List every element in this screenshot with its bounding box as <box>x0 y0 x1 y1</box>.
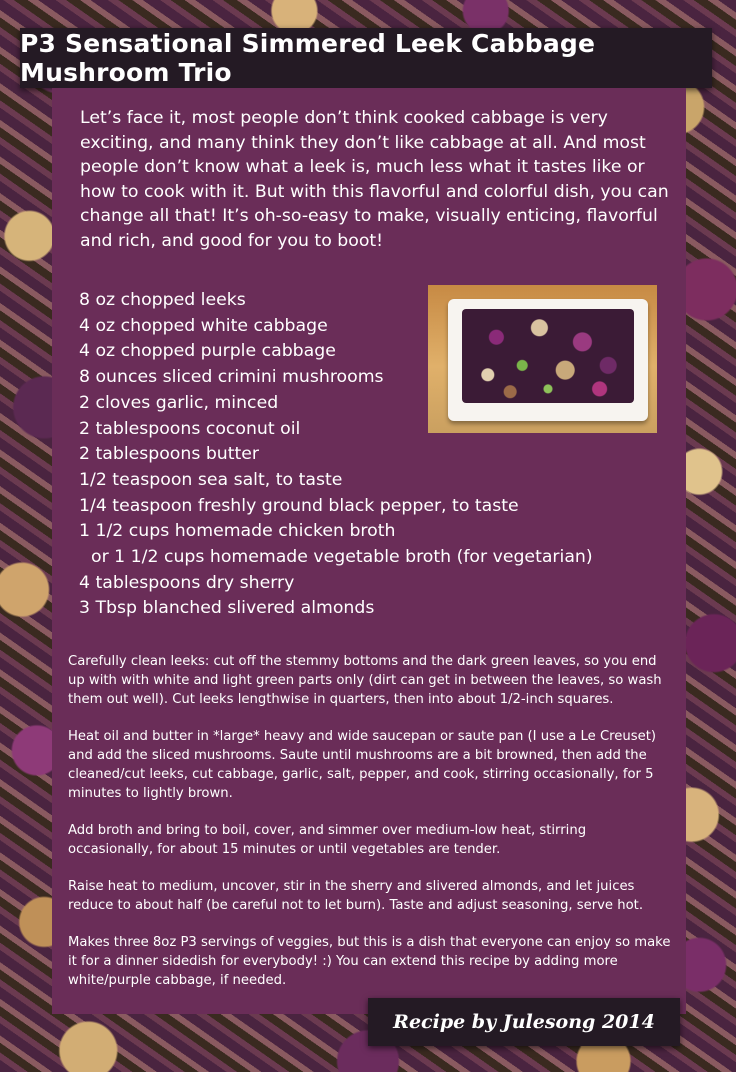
intro-paragraph: Let’s face it, most people don’t think cooked cabbage is very exciting, and many think they don’t like cabbage at all. And most people don’t know what a leek is, much less what it tastes like or how to cook with it. But with this flavorful and colorful dish, you can change all that! It’s oh-so-easy to make, visually enticing, flavorful and rich, and good for you to boot! <box>80 108 669 251</box>
recipe-title: P3 Sensational Simmered Leek Cabbage Mushroom Trio <box>20 29 596 87</box>
ingredient-item: 4 tablespoons dry sherry <box>79 572 295 593</box>
ingredient-item: 1 1/2 cups homemade chicken broth <box>79 521 396 542</box>
ingredient-item: 3 Tbsp blanched slivered almonds <box>79 598 375 619</box>
vegetable-medley <box>462 309 634 403</box>
ingredient-item: 2 tablespoons coconut oil <box>79 418 301 439</box>
ingredient-item-alternative: or 1 1/2 cups homemade vegetable broth (for vegetarian) <box>91 547 593 568</box>
title-banner <box>20 28 712 88</box>
direction-step: Heat oil and butter in *large* heavy and wide saucepan or saute pan (I use a Le Creuset) and add the sliced mushrooms. Saute until mushrooms are a bit browned, then add the cleaned/cut leeks, cut cabbage, garlic, salt, pepper, and cook, stirring occasionally, for 5 minutes to lightly brown. <box>68 729 657 801</box>
ingredient-item: 1/4 teaspoon freshly ground black pepper, to taste <box>79 495 519 516</box>
direction-step: Raise heat to medium, uncover, stir in the sherry and slivered almonds, and let juices reduce to about half (be careful not to let burn). Taste and adjust seasoning, serve hot. <box>68 879 644 913</box>
serving-dish <box>448 299 648 421</box>
credit-banner <box>368 998 680 1046</box>
direction-step: Carefully clean leeks: cut off the stemmy bottoms and the dark green leaves, so you end up with with white and light green parts only (dirt can get in between the leaves, so wash them out well). Cut leeks lengthwise in quarters, then into about 1/2-inch squares. <box>68 654 662 707</box>
direction-step: Makes three 8oz P3 servings of veggies, but this is a dish that everyone can enjoy so make it for a dinner sidedish for everybody! :) You can extend this recipe by adding more white/purple cabbage, if needed. <box>68 935 671 988</box>
dish-photo <box>428 285 657 433</box>
directions <box>68 652 672 1008</box>
ingredient-item: 4 oz chopped white cabbage <box>79 315 328 336</box>
ingredient-item: 2 cloves garlic, minced <box>79 392 279 413</box>
direction-step: Add broth and bring to boil, cover, and simmer over medium-low heat, stirring occasionally, for about 15 minutes or until vegetables are tender. <box>68 823 587 857</box>
ingredient-item: 8 oz chopped leeks <box>79 290 246 310</box>
ingredient-item: 4 oz chopped purple cabbage <box>79 341 336 362</box>
ingredient-item: 8 ounces sliced crimini mushrooms <box>79 367 384 388</box>
ingredient-item: 1/2 teaspoon sea salt, to taste <box>79 469 343 490</box>
recipe-credit: Recipe by Julesong 2014 <box>393 1011 655 1033</box>
ingredient-item: 2 tablespoons butter <box>79 444 260 465</box>
